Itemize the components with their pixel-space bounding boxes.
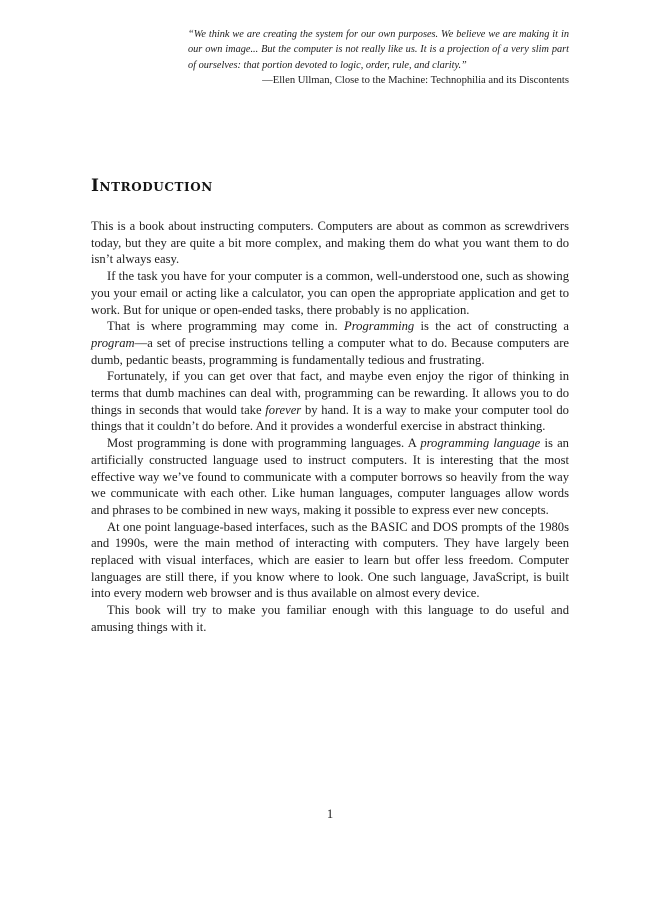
term-program: program [91,335,135,350]
paragraph-3-text: is the act of constructing a [414,319,569,334]
paragraph-5-text: Most programming is done with programming languages. A [107,436,421,451]
epigraph [188,27,569,89]
chapter-title: Introduction [91,176,213,196]
term-programming-language: programming language [420,436,541,451]
paragraph-5-text: is an artificially constructed language used to instruct computers. It is interesting that the most effective way we’ve found to communicate with a computer borrows so heavily from the way we communicate with each other. Like human languages, computer languages allow words and phrases to be combined in new ways, making it possible to express ever new concepts. [91,436,569,517]
paragraph-3 [91,318,569,368]
paragraph-4-text: Fortunately, if you can get over that fact, and maybe even enjoy the rigor of thinking in terms that dumb machines can deal with, programming can be rewarding. It allows you to do things in seconds that would take [91,369,569,417]
chapter-body [91,218,569,636]
page-number: 1 [326,807,334,821]
epigraph-quote: “We think we are creating the system for our own purposes. We believe we are making it in our own image... But the computer is not really like us. It is a projection of a very slim part of ourselves: that portion devoted to logic, order, rule, and clarity.” [188,29,569,71]
term-programming: Programming [344,319,415,334]
paragraph-4 [91,368,569,435]
paragraph-5 [91,435,569,519]
book-page [91,0,569,900]
epigraph-attribution: —Ellen Ullman, Close to the Machine: Technophilia and its Discontents [262,75,569,87]
emphasis-forever: forever [265,402,302,417]
paragraph-6: At one point language-based interfaces, such as the BASIC and DOS prompts of the 1980s and 1990s, were the main method of interacting with computers. They have largely been replaced with visual interfaces, which are easier to learn but offer less freedom. Computer languages are still there, if you know where to look. One such language, JavaScript, is built into every modern web browser and is thus available on almost every device. [91,519,569,601]
paragraph-3-text: That is where programming may come in. [107,319,345,334]
paragraph-2: If the task you have for your computer is a common, well-understood one, such as showing you your email or acting like a calculator, you can open the appropriate application and get to work. But for unique or open-ended tasks, there probably is no application. [91,269,569,317]
paragraph-1: This is a book about instructing computers. Computers are about as common as screwdrivers today, but they are quite a bit more complex, and making them do what you want them to do isn’t always easy. [91,219,569,267]
paragraph-7: This book will try to make you familiar enough with this language to do useful and amusing things with it. [91,603,569,634]
paragraph-3-text: —a set of precise instructions telling a computer what to do. Because computers are dumb, pedantic beasts, programming is fundamentally tedious and frustrating. [91,335,569,367]
paragraph-4-text: by hand. It is a way to make your computer tool do things that it couldn’t do before. And it provides a wonderful exercise in abstract thinking. [91,402,569,434]
